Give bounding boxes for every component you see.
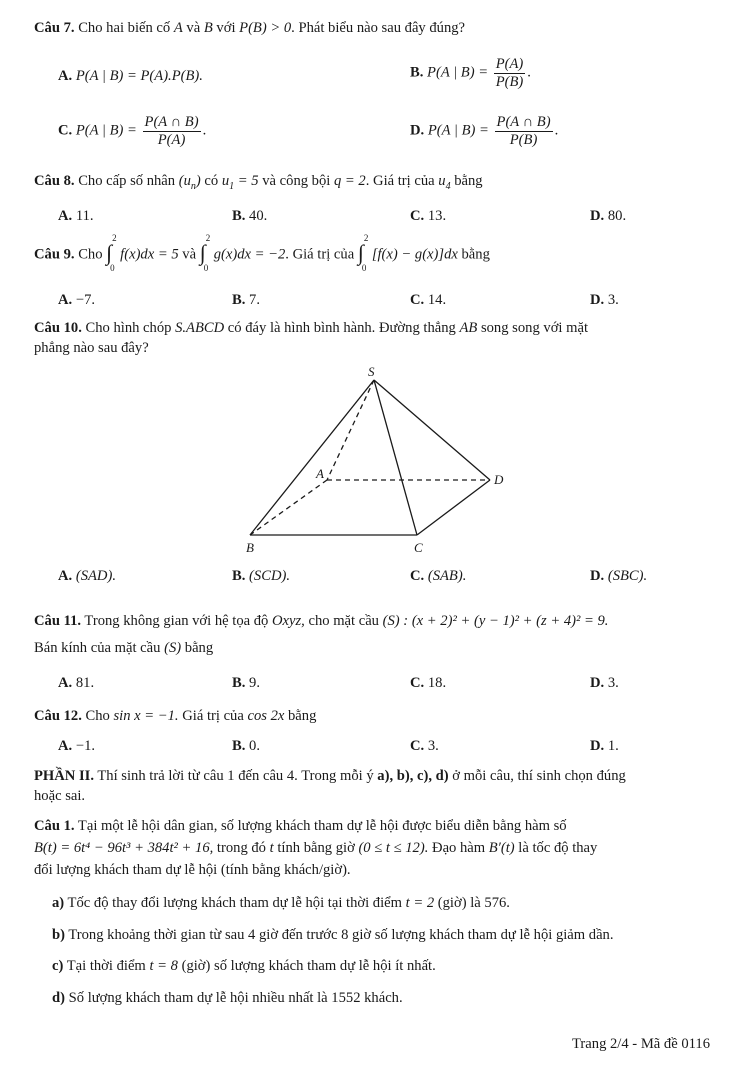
q7-var-b: B [203, 20, 213, 36]
q10-option-b [232, 568, 290, 585]
fraction [495, 114, 553, 149]
q10-option-c [410, 568, 466, 585]
integral-upper: 2 [363, 233, 369, 243]
q10-text-c: song song với mặt [477, 320, 588, 336]
p2q1-text-a: Tại một lễ hội dân gian, số lượng khách tham dự lễ hội được biểu diễn bằng hàm số [74, 818, 567, 834]
q8-option-d [590, 208, 626, 225]
option-label: D. [590, 675, 605, 691]
numerator: P(A ∩ B) [144, 114, 199, 130]
q7-stem [34, 20, 465, 37]
edge-ab [250, 480, 327, 535]
edge-sd [374, 380, 490, 480]
integral-sign: ∫ 2 0 [106, 233, 117, 273]
q7-var-a: A [173, 20, 183, 36]
q12-label: Câu 12. [34, 708, 82, 724]
option-text: 7. [249, 292, 260, 308]
option-text: P(A | B) = [75, 122, 137, 139]
integral-lower: 0 [361, 263, 367, 273]
integral-upper: 2 [205, 233, 211, 243]
part2-text-b: ở mỗi câu, thí sinh chọn đúng [448, 768, 626, 784]
q9-text-b: và [178, 246, 200, 263]
q12-text-a: Cho [81, 708, 114, 724]
q7-text-d: . Phát biểu nào sau đây đúng? [291, 20, 466, 36]
q9-integral-2: g(x)dx = −2 [213, 246, 286, 263]
q11-option-d [590, 675, 619, 692]
q10-solid: S.ABCD [175, 320, 225, 336]
p2q1-t-var: t [269, 840, 274, 856]
option-text: −1. [75, 738, 96, 754]
option-text: 3. [607, 292, 619, 308]
q12-text-c: bằng [284, 708, 317, 724]
integral-sign: ∫ 2 0 [357, 233, 369, 273]
option-label: C. [410, 568, 425, 584]
q9-option-b [232, 292, 260, 309]
option-text: 0. [249, 738, 260, 754]
q8-option-c [410, 208, 446, 225]
q8-text-a: Cho cấp số nhân [74, 173, 179, 189]
p2q1-range: (0 ≤ t ≤ 12). [358, 840, 429, 856]
fraction [494, 56, 526, 91]
option-text: 3. [427, 738, 439, 754]
q10-text-a: Cho hình chóp [81, 320, 176, 336]
q7-option-b: B. P(A | B) = $\frac{P(A)}{P(B)}$ . [410, 56, 531, 90]
option-text: P(A | B) = P(A).P(B). [75, 68, 203, 84]
option-label: A. [58, 292, 73, 308]
option-text: 80. [607, 208, 627, 224]
p2q1-statement-a [52, 895, 510, 912]
option-label: D. [590, 208, 605, 224]
option-label: B. [232, 292, 246, 308]
statement-text: (giờ) là 576. [434, 895, 510, 911]
option-label: A. [58, 675, 73, 691]
integral-lower: 0 [110, 263, 115, 273]
q7-text-c: với [212, 20, 240, 36]
q10-edge: AB [459, 320, 478, 336]
q11-label: Câu 11. [34, 613, 82, 629]
q9-text-d: bằng [457, 246, 490, 263]
option-text: 81. [75, 675, 95, 691]
statement-label: a) [52, 895, 65, 911]
p2q1-line2 [34, 840, 597, 857]
option-text: 18. [427, 675, 447, 691]
q8-text-b: có [200, 173, 222, 189]
q9-integral-1: f(x)dx = 5 [120, 246, 179, 263]
statement-text: Tại thời điểm [63, 958, 150, 974]
q7-option-a [58, 68, 203, 85]
q12-option-a [58, 738, 95, 755]
integral-lower: 0 [203, 263, 209, 273]
q8-text-c: và công bội [258, 173, 334, 189]
statement-label: c) [52, 958, 64, 974]
statement-text: Số lượng khách tham dự lễ hội nhiều nhất là 1552 khách. [64, 990, 403, 1006]
part2-heading-line1 [34, 768, 626, 785]
numerator: P(A) [495, 56, 524, 72]
edge-sc [374, 380, 417, 535]
q8-seq: (u [178, 173, 191, 189]
option-text: P(A | B) = [427, 64, 489, 81]
option-label: B. [232, 568, 246, 584]
q11-text-b: cho mặt cầu [304, 613, 383, 629]
vertex-s-label: S [368, 364, 375, 379]
q7-condition: P(B) > 0 [239, 20, 292, 36]
option-label: A. [58, 568, 73, 584]
q10-option-d [590, 568, 647, 585]
option-text: 9. [249, 675, 260, 691]
q8-ratio: q = 2 [333, 173, 366, 189]
q9-label: Câu 9. [34, 246, 75, 263]
option-label: A. [58, 208, 73, 224]
edge-sb [250, 380, 374, 535]
q11-stem-line2 [34, 640, 213, 657]
fraction [143, 114, 201, 149]
pyramid-figure [232, 360, 522, 560]
option-label: D. [590, 738, 605, 754]
q10-stem-line2: phẳng nào sau đây? [34, 340, 149, 356]
p2q1-text-d: Đạo hàm [428, 840, 489, 856]
p2q1-line3: đổi lượng khách tham dự lễ hội (tính bằng khách/giờ). [34, 862, 351, 878]
q9-option-c [410, 292, 446, 309]
option-label: B. [410, 64, 424, 81]
option-text: 13. [427, 208, 447, 224]
p2q1-statement-b [52, 927, 614, 944]
q8-u1-sub: 1 [229, 180, 235, 192]
q7-text-a: Cho hai biến cố [74, 20, 174, 36]
option-text: 40. [249, 208, 268, 224]
q12-option-d [590, 738, 619, 755]
q12-option-b [232, 738, 260, 755]
p2q1-text-b: trong đó [213, 840, 270, 856]
q11-oxyz: Oxyz, [272, 613, 305, 629]
vertex-c-label: C [414, 540, 423, 555]
q8-text-e: bằng [450, 173, 483, 189]
q8-option-b [232, 208, 267, 225]
p2q1-statement-c [52, 958, 436, 975]
p2q1-line1 [34, 818, 567, 835]
option-label: C. [58, 122, 73, 139]
q8-u4: u [438, 173, 446, 189]
option-label: D. [590, 292, 605, 308]
q11-sphere-equation: (S) : (x + 2)² + (y − 1)² + (z + 4)² = 9. [382, 613, 609, 629]
q12-stem [34, 708, 316, 725]
q11-option-c [410, 675, 446, 692]
q7-label: Câu 7. [34, 20, 75, 36]
vertex-b-label: B [246, 540, 254, 555]
option-text: −7. [75, 292, 96, 308]
option-label: D. [410, 122, 425, 139]
q12-expression: cos 2x [247, 708, 285, 724]
statement-label: b) [52, 927, 65, 943]
statement-text: Tốc độ thay đổi lượng khách tham dự lễ hội tại thời điểm [64, 895, 406, 911]
statement-text: Trong khoảng thời gian từ sau 4 giờ đến trước 8 giờ số lượng khách tham dự lễ hội giảm dần. [64, 927, 614, 943]
q10-label: Câu 10. [34, 320, 82, 336]
integral-upper: 2 [112, 233, 117, 243]
denominator: P(B) [495, 73, 524, 90]
part2-heading-line2: hoặc sai. [34, 788, 86, 804]
option-text: 3. [607, 675, 619, 691]
q11-stem-line1 [34, 613, 608, 630]
q9-text-c: . Giá trị của [285, 246, 358, 263]
option-label: C. [410, 208, 425, 224]
option-text: P(A | B) = [427, 122, 489, 139]
option-text: (SBC). [607, 568, 648, 584]
part2-text-a: Thí sinh trả lời từ câu 1 đến câu 4. Trong mỗi ý [94, 768, 378, 784]
part2-items: a), b), c), d) [377, 768, 449, 784]
q7-option-d: D. P(A | B) = $\frac{P(A \cap B)}{P(B)}$ . [410, 114, 559, 148]
p2q1-statement-d [52, 990, 403, 1007]
option-label: B. [232, 738, 246, 754]
part2-title: PHẦN II. [34, 768, 94, 784]
q11-text-d: bằng [181, 640, 214, 656]
p2q1-text-c: tính bằng giờ [273, 840, 359, 856]
q12-option-c [410, 738, 439, 755]
q9-option-d [590, 292, 619, 309]
option-label: B. [232, 208, 246, 224]
q11-sphere-name: (S) [164, 640, 182, 656]
q8-u1: u [221, 173, 230, 189]
option-text: (SAD). [75, 568, 116, 584]
q12-condition: sin x = −1. [113, 708, 179, 724]
q10-option-a [58, 568, 116, 585]
option-text: 11. [75, 208, 94, 224]
q10-text-b: có đáy là hình bình hành. Đường thẳng [224, 320, 460, 336]
page-footer: Trang 2/4 - Mã đề 0116 [572, 1036, 710, 1052]
option-label: C. [410, 738, 425, 754]
q9-text-a: Cho [74, 246, 107, 263]
q8-seq-close: ) [195, 173, 201, 189]
denominator: P(A) [157, 131, 186, 148]
denominator: P(B) [509, 131, 538, 148]
vertex-d-label: D [494, 472, 504, 487]
option-text: 1. [607, 738, 619, 754]
statement-time: t = 8 [149, 958, 178, 974]
q9-integral-3: [f(x) − g(x)]dx [371, 246, 458, 263]
edge-cd [417, 480, 490, 535]
q8-label: Câu 8. [34, 173, 75, 189]
option-text: (SAB). [427, 568, 467, 584]
option-label: A. [58, 68, 73, 84]
option-label: C. [410, 675, 425, 691]
q7-option-c: C. P(A | B) = $\frac{P(A \cap B)}{P(A)}$ . [58, 114, 207, 148]
p2q1-function: B(t) = 6t⁴ − 96t³ + 384t² + 16, [34, 840, 214, 856]
p2q1-text-e: là tốc độ thay [514, 840, 598, 856]
vertex-a-label: A [316, 466, 324, 481]
option-text: 14. [427, 292, 447, 308]
q9-option-a [58, 292, 95, 309]
q8-u1-val: = 5 [234, 173, 259, 189]
option-label: A. [58, 738, 73, 754]
q11-option-a [58, 675, 94, 692]
q9-stem [34, 233, 490, 273]
integral-sign: ∫ 2 0 [199, 233, 211, 273]
q8-text-d: . Giá trị của [365, 173, 439, 189]
q8-u4-sub: 4 [445, 180, 451, 192]
statement-label: d) [52, 990, 65, 1006]
option-label: B. [232, 675, 246, 691]
p2q1-derivative: B′(t) [488, 840, 515, 856]
p2q1-label: Câu 1. [34, 818, 75, 834]
statement-text: (giờ) số lượng khách tham dự lễ hội ít nhất. [177, 958, 436, 974]
q8-option-a [58, 208, 94, 225]
option-label: C. [410, 292, 425, 308]
q11-option-b [232, 675, 260, 692]
q12-text-b: Giá trị của [178, 708, 248, 724]
q7-text-b: và [182, 20, 204, 36]
numerator: P(A ∩ B) [496, 114, 551, 130]
q8-seq-sub: n [190, 180, 196, 192]
statement-time: t = 2 [405, 895, 435, 911]
q10-stem-line1 [34, 320, 588, 337]
q8-stem [34, 173, 483, 192]
q11-text-c: Bán kính của mặt cầu [34, 640, 165, 656]
option-text: (SCD). [249, 568, 290, 584]
q11-text-a: Trong không gian với hệ tọa độ [81, 613, 272, 629]
option-label: D. [590, 568, 605, 584]
